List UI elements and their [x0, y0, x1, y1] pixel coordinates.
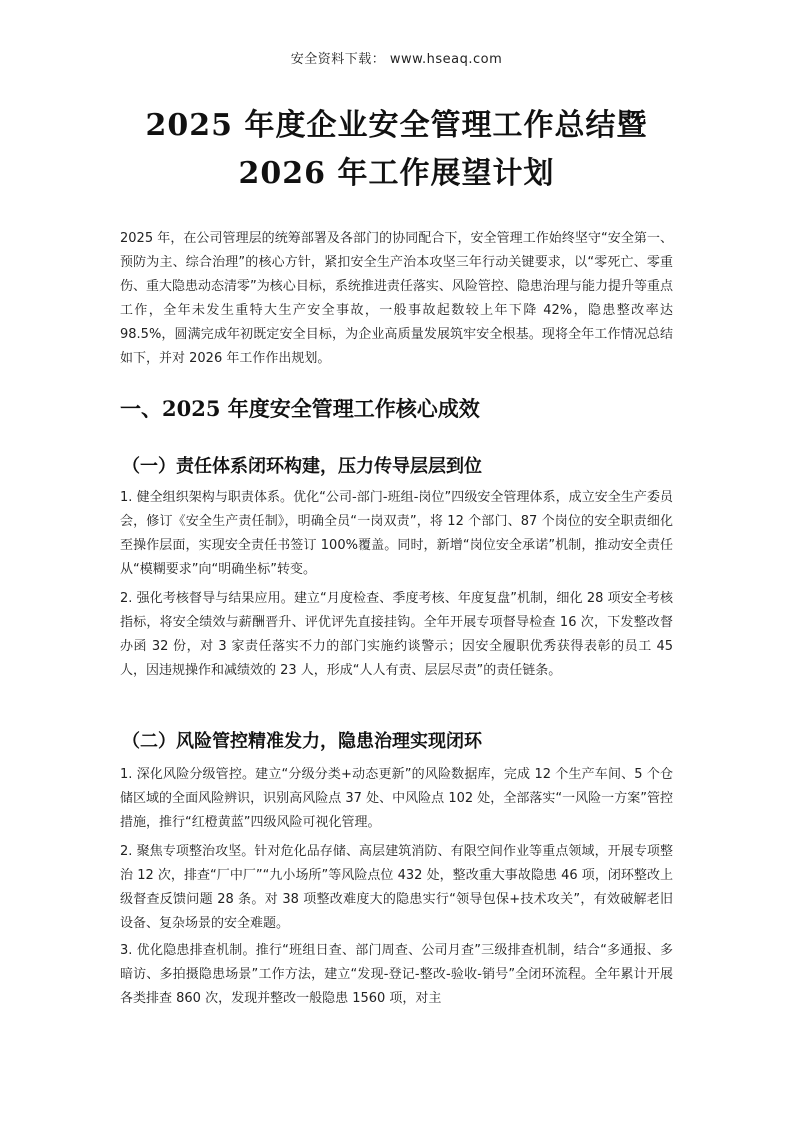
subsection-2-heading: （二）风险管控精准发力，隐患治理实现闭环 — [122, 731, 482, 752]
subsection-1-item-1: 1. 健全组织架构与职责体系。优化“公司-部门-班组-岗位”四级安全管理体系，成立安全生产委员会，修订《安全生产责任制》，明确全员“一岗双责”，将 12 个部门、87 个岗位的安全职责细化至操作层面，实现安全责任书签订 100%覆盖。同时，新增“岗位安全承诺”机制，推动安全责任从“模糊要求”向“明确坐标”转变。 — [120, 490, 673, 577]
section-1-heading: 一、2025 年度安全管理工作核心成效 — [120, 396, 480, 421]
intro-paragraph: 2025 年，在公司管理层的统筹部署及各部门的协同配合下，安全管理工作始终坚守“安全第一、预防为主、综合治理”的核心方针，紧扣安全生产治本攻坚三年行动关键要求，以“零死亡、零重伤、重大隐患动态清零”为核心目标，系统推进责任落实、风险管控、隐患治理与能力提升等重点工作，全年未发生重特大生产安全事故，一般事故起数较上年下降 42%，隐患整改率达 98.5%，圆满完成年初既定安全目标，为企业高质量发展筑牢安全根基。现将全年工作情况总结如下，并对 2026 年工作作出规划。 — [120, 231, 673, 366]
subsection-1-heading: （一）责任体系闭环构建，压力传导层层到位 — [122, 456, 482, 477]
subsection-2-item-2: 2. 聚焦专项整治攻坚。针对危化品存储、高层建筑消防、有限空间作业等重点领域，开展专项整治 12 次，排查“厂中厂”“九小场所”等风险点位 432 处，整改重大事故隐患 46 项，闭环整改上级督查反馈问题 28 条。对 38 项整改难度大的隐患实行“领导包保+技术攻关”，有效破解老旧设备、复杂场景的安全难题。 — [120, 844, 673, 931]
source-header: 安全资料下载： www.hseaq.com — [290, 52, 503, 67]
document-title-line-1: 2025 年度企业安全管理工作总结暨 — [145, 108, 648, 143]
subsection-2-item-1: 1. 深化风险分级管控。建立“分级分类+动态更新”的风险数据库，完成 12 个生产车间、5 个仓储区域的全面风险辨识，识别高风险点 37 处、中风险点 102 处，全部落实“一风险一方案”管控措施，推行“红橙黄蓝”四级风险可视化管理。 — [120, 767, 673, 830]
subsection-2-item-3: 3. 优化隐患排查机制。推行“班组日查、部门周查、公司月查”三级排查机制，结合“多通报、多暗访、多拍摄隐患场景”工作方法，建立“发现-登记-整改-验收-销号”全闭环流程。全年累计开展各类排查 860 次，发现并整改一般隐患 1560 项，对主 — [120, 943, 673, 1006]
document-title-line-2: 2026 年工作展望计划 — [238, 156, 555, 191]
subsection-1-item-2: 2. 强化考核督导与结果应用。建立“月度检查、季度考核、年度复盘”机制，细化 28 项安全考核指标，将安全绩效与薪酬晋升、评优评先直接挂钩。全年开展专项督导检查 16 次，下发整改督办函 32 份，对 3 家责任落实不力的部门实施约谈警示；因安全履职优秀获得表彰的员工 45 人，因违规操作和减绩效的 23 人，形成“人人有责、层层尽责”的责任链条。 — [120, 591, 673, 678]
